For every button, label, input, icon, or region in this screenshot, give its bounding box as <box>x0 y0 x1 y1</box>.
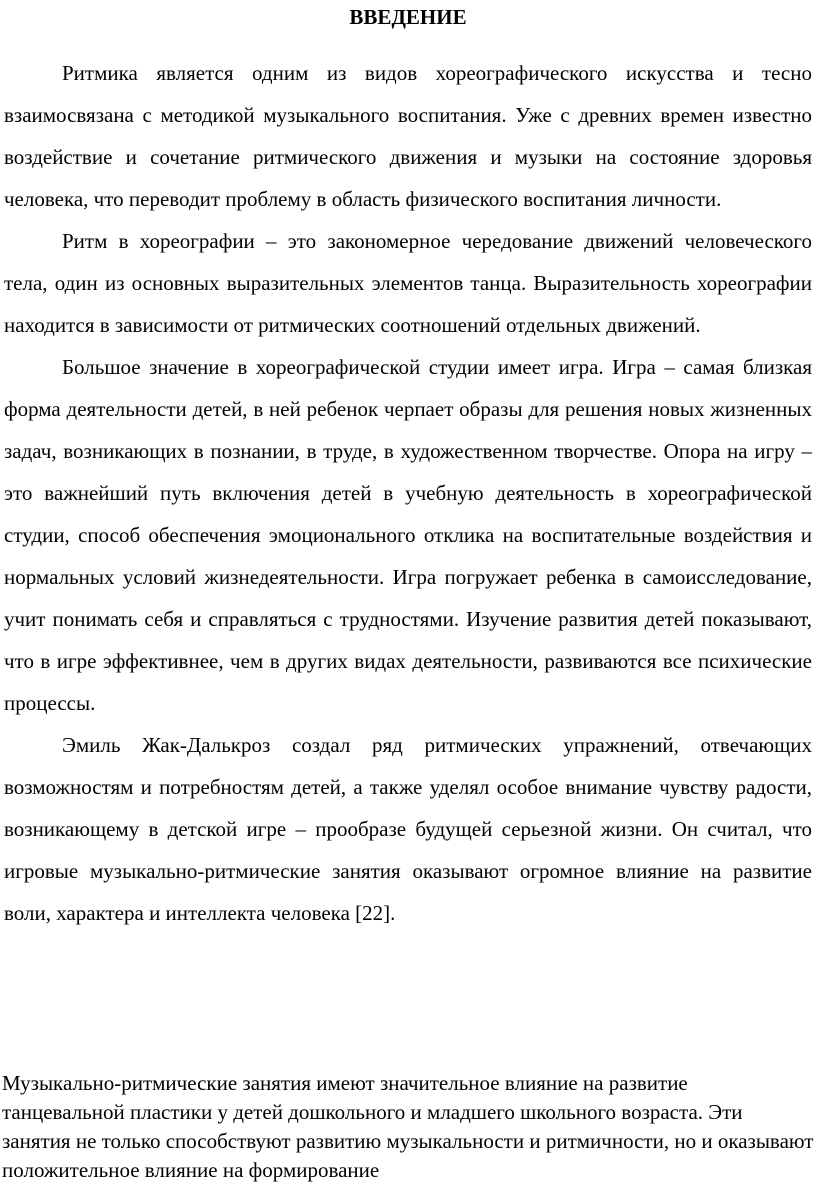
document-tail <box>2 1069 814 1185</box>
page-title: ВВЕДЕНИЕ <box>349 5 467 29</box>
paragraph-5: Музыкально-ритмические занятия имеют значительное влияние на развитие танцевальной пластики у детей дошкольного и младшего школьного возраста. Эти занятия не только способствуют развитию музыкальности и ритмичности, но и оказывают положительное влияние на формирование <box>2 1071 814 1182</box>
paragraph-2: Ритм в хореографии – это закономерное чередование движений человеческого тела, один из основных выразительных элементов танца. Выразительность хореографии находится в зависимости от ритмических соотношений отдельных движений. <box>4 229 812 337</box>
paragraph-1: Ритмика является одним из видов хореографического искусства и тесно взаимосвязана с методикой музыкального воспитания. Уже с древних времен известно воздействие и сочетание ритмического движения и музыки на состояние здоровья человека, что переводит проблему в область физического воспитания личности. <box>4 61 812 211</box>
document-body <box>4 52 812 934</box>
paragraph-4: Эмиль Жак-Далькроз создал ряд ритмических упражнений, отвечающих возможностям и потребностям детей, а также уделял особое внимание чувству радости, возникающему в детской игре – прообразе будущей серьезной жизни. Он считал, что игровые музыкально-ритмические занятия оказывают огромное влияние на развитие воли, характера и интеллекта человека [22]. <box>4 733 812 925</box>
paragraph-3: Большое значение в хореографической студии имеет игра. Игра – самая близкая форма деятельности детей, в ней ребенок черпает образы для решения новых жизненных задач, возникающих в познании, в труде, в художественном творчестве. Опора на игру – это важнейший путь включения детей в учебную деятельность в хореографической студии, способ обеспечения эмоционального отклика на воспитательные воздействия и нормальных условий жизнедеятельности. Игра погружает ребенка в самоисследование, учит понимать себя и справляться с трудностями. Изучение развития детей показывают, что в игре эффективнее, чем в других видах деятельности, развиваются все психические процессы. <box>4 355 812 715</box>
